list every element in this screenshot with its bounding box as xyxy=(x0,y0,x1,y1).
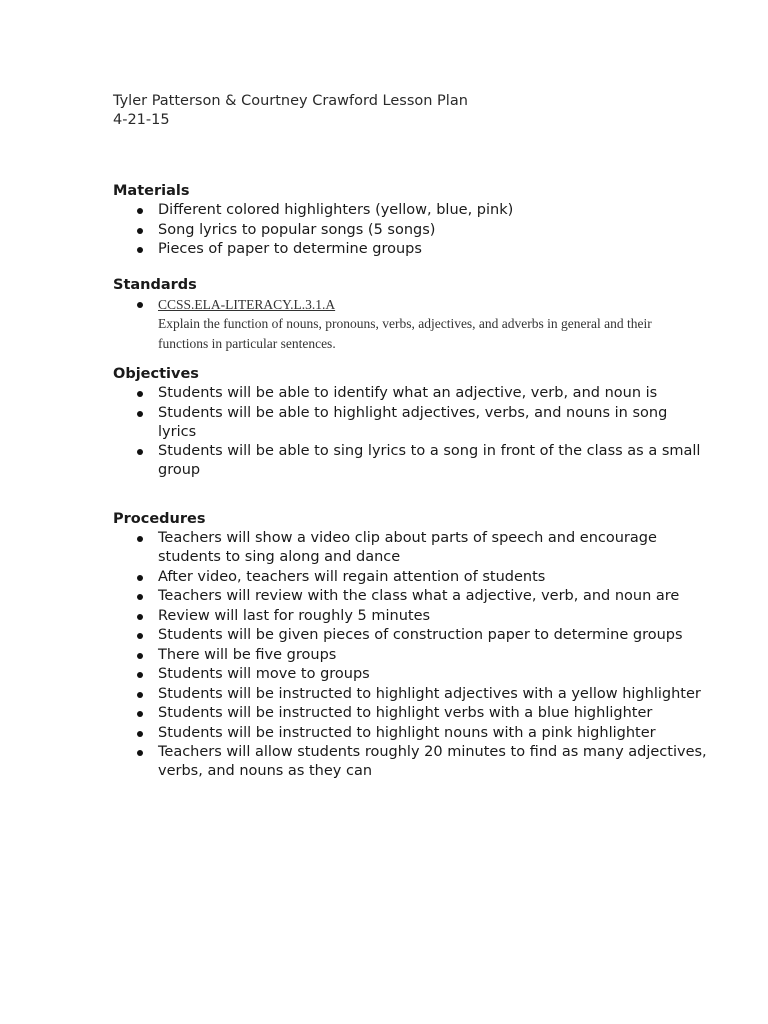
objectives-heading: Objectives xyxy=(113,366,199,382)
list-item: Pieces of paper to determine groups xyxy=(158,240,708,259)
list-item: Review will last for roughly 5 minutes xyxy=(158,607,708,626)
list-item: There will be five groups xyxy=(158,646,708,665)
standard-description: Explain the function of nouns, pronouns, verbs, adjectives, and adverbs in general and their functions in particular sentences. xyxy=(158,316,652,351)
standard-code-link[interactable]: CCSS.ELA-LITERACY.L.3.1.A xyxy=(158,297,336,312)
list-item: Students will be able to sing lyrics to a song in front of the class as a small group xyxy=(158,442,708,480)
list-item: After video, teachers will regain attention of students xyxy=(158,568,708,587)
document-date: 4-21-15 xyxy=(113,112,170,128)
standards-heading: Standards xyxy=(113,277,197,293)
list-item: Different colored highlighters (yellow, blue, pink) xyxy=(158,201,708,220)
list-item: Students will be given pieces of construction paper to determine groups xyxy=(158,626,708,645)
list-item: Teachers will review with the class what a adjective, verb, and noun are xyxy=(158,587,708,606)
procedures-list xyxy=(113,529,708,781)
list-item: Teachers will allow students roughly 20 minutes to find as many adjectives, verbs, and nouns as they can xyxy=(158,744,707,779)
list-item: Teachers will show a video clip about parts of speech and encourage students to sing along and dance xyxy=(158,529,708,567)
list-item: Students will be instructed to highlight nouns with a pink highlighter xyxy=(158,724,708,743)
list-item: Song lyrics to popular songs (5 songs) xyxy=(158,221,708,240)
list-item: Students will move to groups xyxy=(158,665,708,684)
list-item: Students will be instructed to highlight adjectives with a yellow highlighter xyxy=(158,685,708,704)
materials-list xyxy=(113,201,708,259)
materials-heading: Materials xyxy=(113,183,190,199)
list-item: Students will be able to identify what an adjective, verb, and noun is xyxy=(158,384,708,403)
procedures-heading: Procedures xyxy=(113,511,206,527)
list-item: Students will be instructed to highlight verbs with a blue highlighter xyxy=(158,704,708,723)
list-item: Students will be able to highlight adjectives, verbs, and nouns in song lyrics xyxy=(158,404,708,442)
list-item xyxy=(158,295,708,353)
standards-list xyxy=(113,295,708,353)
objectives-list xyxy=(113,384,708,480)
document-title: Tyler Patterson & Courtney Crawford Lesson Plan xyxy=(113,93,468,109)
